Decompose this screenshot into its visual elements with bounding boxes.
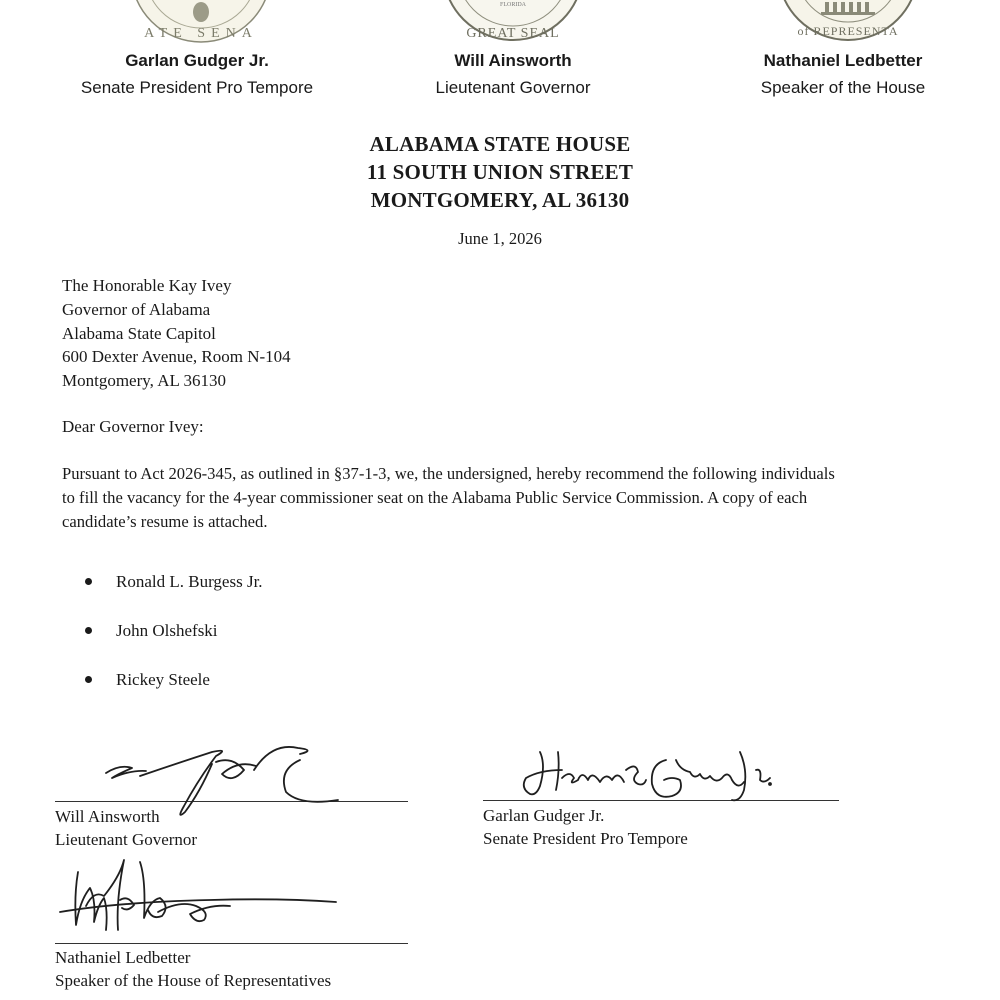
signer-title: Senate President Pro Tempore bbox=[483, 829, 688, 848]
list-item bbox=[82, 606, 263, 655]
signer-title: Lieutenant Governor bbox=[55, 830, 198, 849]
address-line: 11 SOUTH UNION STREET bbox=[366, 160, 634, 184]
letter-date: June 1, 2026 bbox=[458, 229, 542, 248]
bullet-icon bbox=[85, 627, 92, 634]
signature-line-speaker bbox=[55, 943, 408, 944]
nominee-name: John Olshefski bbox=[116, 620, 218, 640]
address-line: MONTGOMERY, AL 36130 bbox=[370, 188, 630, 212]
recipient-line: The Honorable Kay Ivey bbox=[62, 276, 232, 295]
signer-title: Speaker of the House of Representatives bbox=[55, 971, 332, 990]
salutation: Dear Governor Ivey: bbox=[62, 417, 204, 436]
bullet-icon bbox=[85, 578, 92, 585]
great-seal bbox=[440, 0, 586, 46]
letterhead-official-speaker bbox=[693, 50, 993, 101]
body-line: Pursuant to Act 2026-345, as outlined in §37-1-3, we, the undersigned, hereby recommend the following individuals bbox=[62, 464, 835, 483]
letter-body bbox=[62, 462, 962, 534]
letterhead-title: Lieutenant Governor bbox=[435, 78, 591, 97]
letterhead-name: Garlan Gudger Jr. bbox=[125, 51, 269, 70]
body-line: to fill the vacancy for the 4-year commissioner seat on the Alabama Public Service Commission. A copy of each bbox=[62, 488, 808, 507]
recipient-line: Montgomery, AL 36130 bbox=[62, 371, 227, 391]
signature-line-lt-governor bbox=[55, 801, 408, 802]
signer-name: Nathaniel Ledbetter bbox=[55, 948, 191, 967]
bullet-icon bbox=[85, 676, 92, 683]
svg-text:FLORIDA: FLORIDA bbox=[499, 2, 527, 8]
address-line: ALABAMA STATE HOUSE bbox=[369, 132, 631, 156]
letterhead-title: Speaker of the House bbox=[760, 78, 926, 97]
letterhead-name: Nathaniel Ledbetter bbox=[763, 51, 923, 70]
signature-will-ainsworth bbox=[106, 747, 338, 815]
list-item bbox=[82, 655, 263, 704]
sender-address bbox=[0, 130, 1000, 214]
nominee-name: Ronald L. Burgess Jr. bbox=[116, 571, 263, 591]
svg-text:GREAT SEAL: GREAT SEAL bbox=[466, 26, 560, 41]
nominee-name: Rickey Steele bbox=[116, 669, 210, 689]
senate-seal bbox=[128, 0, 274, 46]
signature-nathaniel-ledbetter bbox=[60, 860, 336, 930]
letterhead-title: Senate President Pro Tempore bbox=[80, 78, 314, 97]
house-seal bbox=[775, 0, 921, 46]
recipient-line: 600 Dexter Avenue, Room N-104 bbox=[62, 347, 291, 367]
recipient-block bbox=[62, 274, 291, 393]
letterhead-name: Will Ainsworth bbox=[454, 51, 572, 70]
letterhead-official-lt-governor bbox=[363, 50, 663, 101]
signature-line-senate bbox=[483, 800, 839, 801]
letterhead-official-senate bbox=[47, 50, 347, 101]
signer-name: Garlan Gudger Jr. bbox=[483, 806, 605, 825]
signer-name: Will Ainsworth bbox=[55, 807, 160, 826]
svg-text:ATE SENA: ATE SENA bbox=[144, 26, 258, 41]
svg-text:of REPRESENTA: of REPRESENTA bbox=[797, 24, 899, 38]
nominee-list bbox=[82, 557, 263, 704]
list-item bbox=[82, 557, 263, 606]
recipient-line: Alabama State Capitol bbox=[62, 323, 216, 343]
recipient-line: Governor of Alabama bbox=[62, 299, 211, 319]
body-line: candidate’s resume is attached. bbox=[62, 512, 268, 531]
signature-garlan-gudger bbox=[524, 752, 771, 800]
